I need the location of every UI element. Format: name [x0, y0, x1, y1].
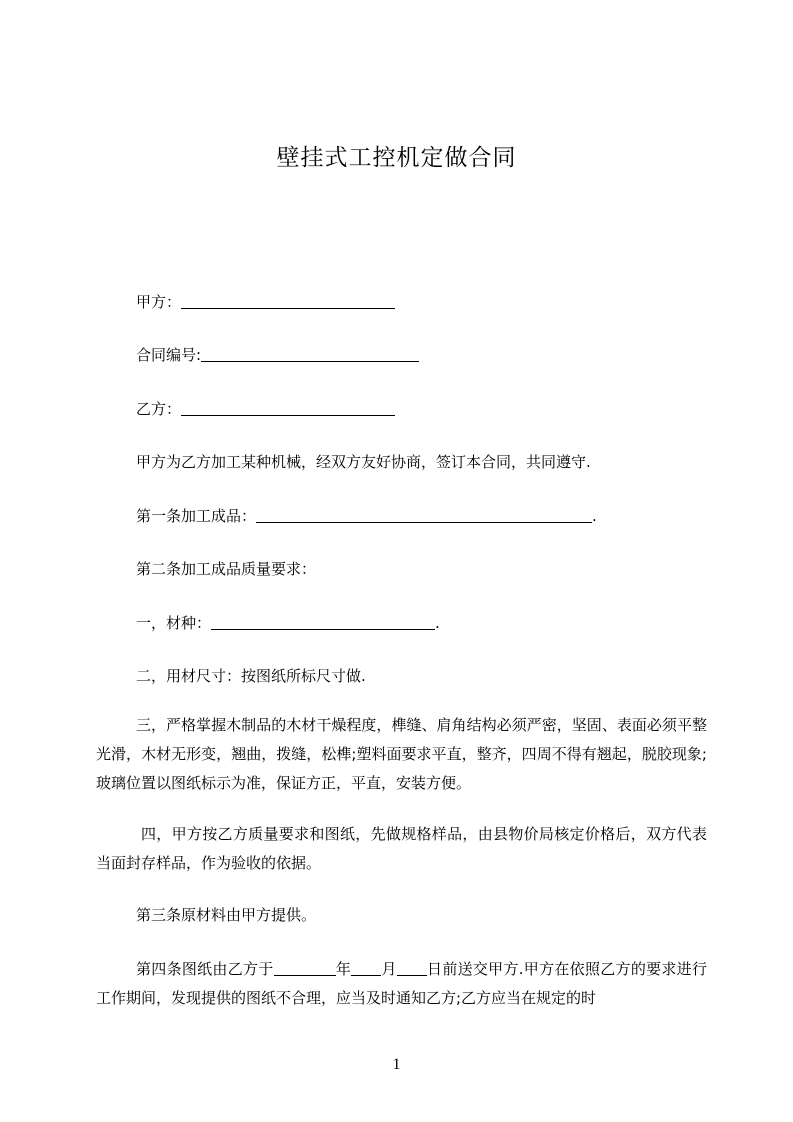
item-2-line: 二，用材尺寸：按图纸所标尺寸做.	[136, 667, 366, 685]
item-1-label: 一，材种：	[136, 614, 212, 632]
page-number: 1	[392, 1056, 401, 1073]
item-4-paragraph: 四，甲方按乙方质量要求和图纸，先做规格样品，由县物价局核定价格后，双方代表当面封存样品，作为验收的依据。	[96, 825, 707, 872]
item-1-line	[136, 613, 440, 633]
article-1-period: .	[592, 507, 597, 525]
article-4-paragraph	[96, 955, 707, 1013]
article-1-blank	[256, 507, 592, 523]
article-1-label: 第一条加工成品：	[136, 507, 257, 525]
contract-number-blank	[201, 346, 419, 362]
party-b-line	[136, 399, 395, 419]
article-1-line	[136, 506, 597, 526]
article-4-body: 日前送交甲方.甲方在依照乙方的要求进行工作期间，发现提供的图纸不合理，应当及时通知乙方;乙方应当在规定的时	[96, 960, 707, 1007]
article-2-heading: 第二条加工成品质量要求：	[136, 560, 317, 578]
year-label: 年	[335, 960, 352, 978]
party-b-blank	[181, 400, 395, 416]
party-a-label: 甲方：	[136, 293, 182, 311]
party-a-line	[136, 292, 395, 312]
intro-paragraph: 甲方为乙方加工某种机械，经双方友好协商，签订本合同，共同遵守.	[136, 453, 591, 471]
contract-number-line	[136, 345, 419, 365]
document-title: 壁挂式工控机定做合同	[276, 145, 517, 171]
contract-number-label: 合同编号:	[136, 346, 202, 364]
year-blank	[274, 960, 336, 976]
month-label: 月	[381, 960, 397, 978]
party-a-blank	[181, 293, 395, 309]
article-3-line: 第三条原材料由甲方提供。	[136, 906, 317, 924]
party-b-label: 乙方：	[136, 400, 182, 418]
article-4-intro: 第四条图纸由乙方于	[136, 960, 274, 978]
month-blank	[351, 960, 381, 976]
item-1-period: .	[435, 614, 440, 632]
day-blank	[397, 960, 427, 976]
item-1-blank	[211, 614, 435, 630]
item-3-paragraph: 三，严格掌握木制品的木材干燥程度，榫缝、肩角结构必须严密，坚固、表面必须平整光滑，木材无形变，翘曲，拨缝，松榫;塑料面要求平直，整齐，四周不得有翘起，脱胶现象;玻璃位置以图纸标示为准，保证方正，平直，安装方便。	[96, 716, 707, 792]
